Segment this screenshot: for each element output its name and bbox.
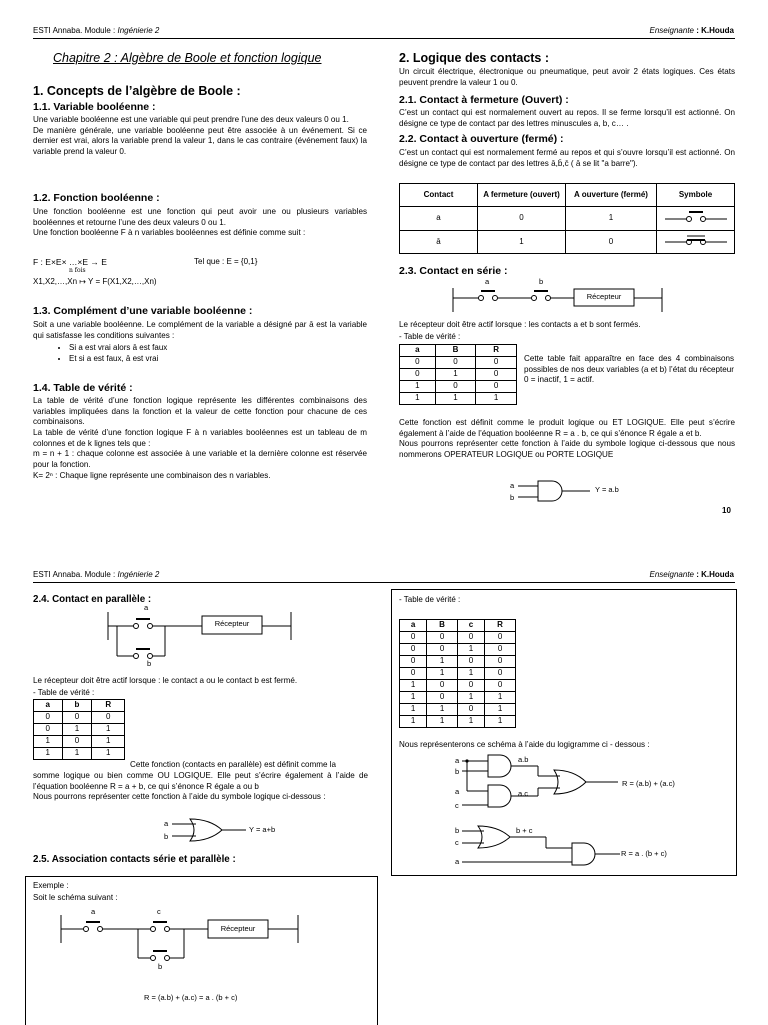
or-table-label: - Table de vérité :: [33, 688, 95, 697]
section-2-text: Un circuit électrique, électronique ou pneumatique, peut avoir 2 états logiques. Ces états peuvent prendre la valeur 1 ou 0.: [399, 67, 735, 87]
page-number: 10: [722, 506, 731, 515]
three-var-truth-table: a B c R 0 0 0 0 0 0 1 0 0 1 0 0 0 1 1 0 1 0 0 0 1 0 1 1 1 1 0 1 1 1 1 1: [399, 619, 516, 728]
svg-text:a.c: a.c: [518, 789, 529, 798]
logigram-diagram-2: [452, 822, 632, 868]
symbol-normally-open: [657, 207, 735, 231]
svg-text:b: b: [164, 832, 169, 841]
svg-text:b: b: [510, 493, 515, 502]
svg-text:c: c: [455, 838, 459, 847]
tt3-label: - Table de vérité :: [399, 595, 461, 604]
section-1-4-text: La table de vérité d’une fonction logique représente les différentes combinaisons des variables impliquées dans la fonction et la valeur de cette fonction pour chacune de ces combinaisons. La table de vérité d’une fonction logique F à n variables booléennes est un tableau de m colonnes et de k lignes tels que : m = n + 1 : chaque colonne est associée à une variable et la dernière colonne est réservée pour la fonction. K= 2ⁿ : Chaque ligne représente une combinaison des n variables.: [33, 396, 367, 480]
logigram-output-1: R = (a.b) + (a.c): [622, 779, 675, 788]
header-left-p2: ESTI Annaba. Module : Ingénierie 2: [33, 570, 160, 579]
svg-text:a: a: [455, 756, 460, 765]
section-1-title: 1. Concepts de l’algèbre de Boole :: [33, 84, 241, 98]
svg-text:b: b: [147, 659, 152, 666]
or-gate-output: Y = a+b: [249, 825, 276, 834]
svg-text:a: a: [455, 787, 460, 796]
bullet-1: • Si a est vrai alors ā est faux: [69, 343, 399, 354]
header-left: ESTI Annaba. Module : Ingénierie 2: [33, 26, 160, 35]
and-truth-table: a B R 0 0 0 0 1 0 1 0 0 1 1 1: [399, 344, 517, 405]
parallel-circuit-diagram: [105, 600, 295, 666]
svg-text:b: b: [455, 767, 460, 776]
parallel-text-1: Le récepteur doit être actif lorsque : le contact a ou le contact b est fermé.: [33, 676, 298, 685]
parallel-recepteur-label: Récepteur: [214, 619, 250, 628]
svg-text:c: c: [455, 801, 459, 810]
section-1-1-text: Une variable booléenne est une variable qui peut prendre l’une des deux valeurs 0 ou 1. De manière générale, une variable booléenne peut être associée à un événement. Si ce dernier est vrai, alors la variable prend la valeur 1, dans le cas contraire (événement faux) la variable prend la valeur 0.: [33, 115, 367, 157]
section-1-1-title: 1.1. Variable booléenne :: [33, 101, 156, 113]
svg-text:a: a: [510, 481, 515, 490]
svg-text:b: b: [539, 278, 544, 286]
svg-text:c: c: [157, 907, 161, 916]
series-recepteur-label: Récepteur: [586, 292, 622, 301]
svg-text:a.b: a.b: [518, 755, 529, 764]
symbol-normally-closed: [657, 231, 735, 254]
series-text-2: Cette table fait apparaître en face des 4 combinaisons possibles de nos deux variables (a et b) l’état du récepteur 0 = inactif, 1 = actif.: [524, 354, 734, 385]
series-circuit-diagram: [450, 278, 680, 312]
section-1-2-text: Une fonction booléenne est une fonction qui peut avoir une ou plusieurs variables booléennes et retourne l’une des deux valeurs 0 ou 1. Une fonction booléenne F à n variables booléennes est définie comme suit :: [33, 207, 367, 238]
mixed-recepteur-label: Récepteur: [220, 924, 256, 933]
svg-text:b: b: [158, 962, 163, 971]
section-2-4-title: 2.4. Contact en parallèle :: [33, 594, 152, 605]
section-2-2-text: C’est un contact qui est normalement fermé au repos et qui s’ouvre lorsqu’il est actionné. On désigne ce type de contact par des lettres ā,b̄,c̄ ( ā se lit "a barre").: [399, 148, 735, 168]
and-gate-output: Y = a.b: [595, 485, 619, 494]
svg-text:b: b: [455, 826, 460, 835]
section-1-4-title: 1.4. Table de vérité :: [33, 382, 133, 394]
bullet-2: • Et si a est faux, ā est vrai: [69, 354, 399, 365]
section-2-title: 2. Logique des contacts :: [399, 51, 550, 65]
svg-text:b + c: b + c: [516, 826, 533, 835]
example-equation: R = (a.b) + (a.c) = a . (b + c): [144, 993, 238, 1002]
section-2-2-title: 2.2. Contact à ouverture (fermé) :: [399, 133, 564, 145]
formula-map: X1,X2,…,Xn ↦ Y = F(X1,X2,…,Xn): [33, 277, 157, 286]
parallel-text-2a: Cette fonction (contacts en parallèle) est définit comme la: [130, 760, 337, 769]
section-2-1-title: 2.1. Contact à fermeture (Ouvert) :: [399, 94, 569, 106]
logigram-text: Nous représenterons ce schéma à l’aide du logigramme ci - dessous :: [399, 740, 650, 749]
or-gate-symbol: [164, 816, 254, 844]
svg-text:a: a: [144, 603, 149, 612]
series-text-3: Cette fonction est définit comme le produit logique ou ET LOGIQUE. Elle peut s’écrire également à l’aide de l’équation booléenne R = a . b, ce qui s’énonce R égale a et b. Nous pourrons représenter cette fonction à l’aide du symbole logique ci-dessous que nous nommerons OPERATEUR LOGIQUE ou PORTE LOGIQUE: [399, 418, 735, 460]
formula-lhs: F : E×E× …×E → E: [33, 257, 107, 267]
svg-text:a: a: [485, 278, 490, 286]
formula-nfois: n fois: [69, 267, 86, 274]
section-2-3-title: 2.3. Contact en série :: [399, 265, 508, 277]
svg-text:a: a: [164, 819, 169, 828]
and-table-label: - Table de vérité :: [399, 332, 461, 341]
contact-table: Contact A fermeture (ouvert) A ouverture (fermé) Symbole a 0 1 ā 1 0: [399, 183, 735, 254]
section-1-3-text: Soit a une variable booléenne. Le complément de la variable a désigné par ā est la variable qui satisfasse les conditions suivantes :: [33, 320, 367, 340]
example-label: Exemple :: [33, 881, 69, 890]
section-1-2-title: 1.2. Fonction booléenne :: [33, 192, 160, 204]
header-right-p2: Enseignante : K.Houda: [649, 570, 734, 579]
header-right: Enseignante : K.Houda: [649, 26, 734, 35]
series-text-1: Le récepteur doit être actif lorsque : les contacts a et b sont fermés.: [399, 320, 641, 329]
chapter-title: Chapitre 2 : Algèbre de Boole et fonction logique: [53, 51, 322, 65]
logigram-output-2: R = a . (b + c): [621, 849, 667, 858]
mixed-circuit-diagram: [58, 905, 308, 975]
section-1-3-title: 1.3. Complément d’une variable booléenne :: [33, 305, 253, 317]
svg-text:a: a: [455, 857, 460, 866]
formula-rhs: Tel que : E = {0,1}: [194, 257, 258, 266]
section-2-5-title: 2.5. Association contacts série et parallèle :: [33, 854, 236, 865]
header-rule: [33, 38, 735, 39]
section-2-1-text: C’est un contact qui est normalement ouvert au repos. Il se ferme lorsqu’il est actionné. On désigne ce type de contact par des lettres minuscules a, b, c… .: [399, 108, 735, 128]
complement-bullets: [33, 343, 399, 364]
svg-text:a: a: [91, 907, 96, 916]
header-rule-p2: [33, 582, 735, 583]
example-text: Soit le schéma suivant :: [33, 893, 118, 902]
parallel-text-2b: somme logique ou bien comme OU LOGIQUE. Elle peut s’écrire également à l’aide de l’équation booléenne R = a + b, ce qui s’énonce R égale a ou b Nous pourrons représenter cette fonction à l’aide du symbole logique ci-dessous :: [33, 771, 368, 802]
or-truth-table: a b R 0 0 0 0 1 1 1 0 1 1 1 1: [33, 699, 125, 760]
